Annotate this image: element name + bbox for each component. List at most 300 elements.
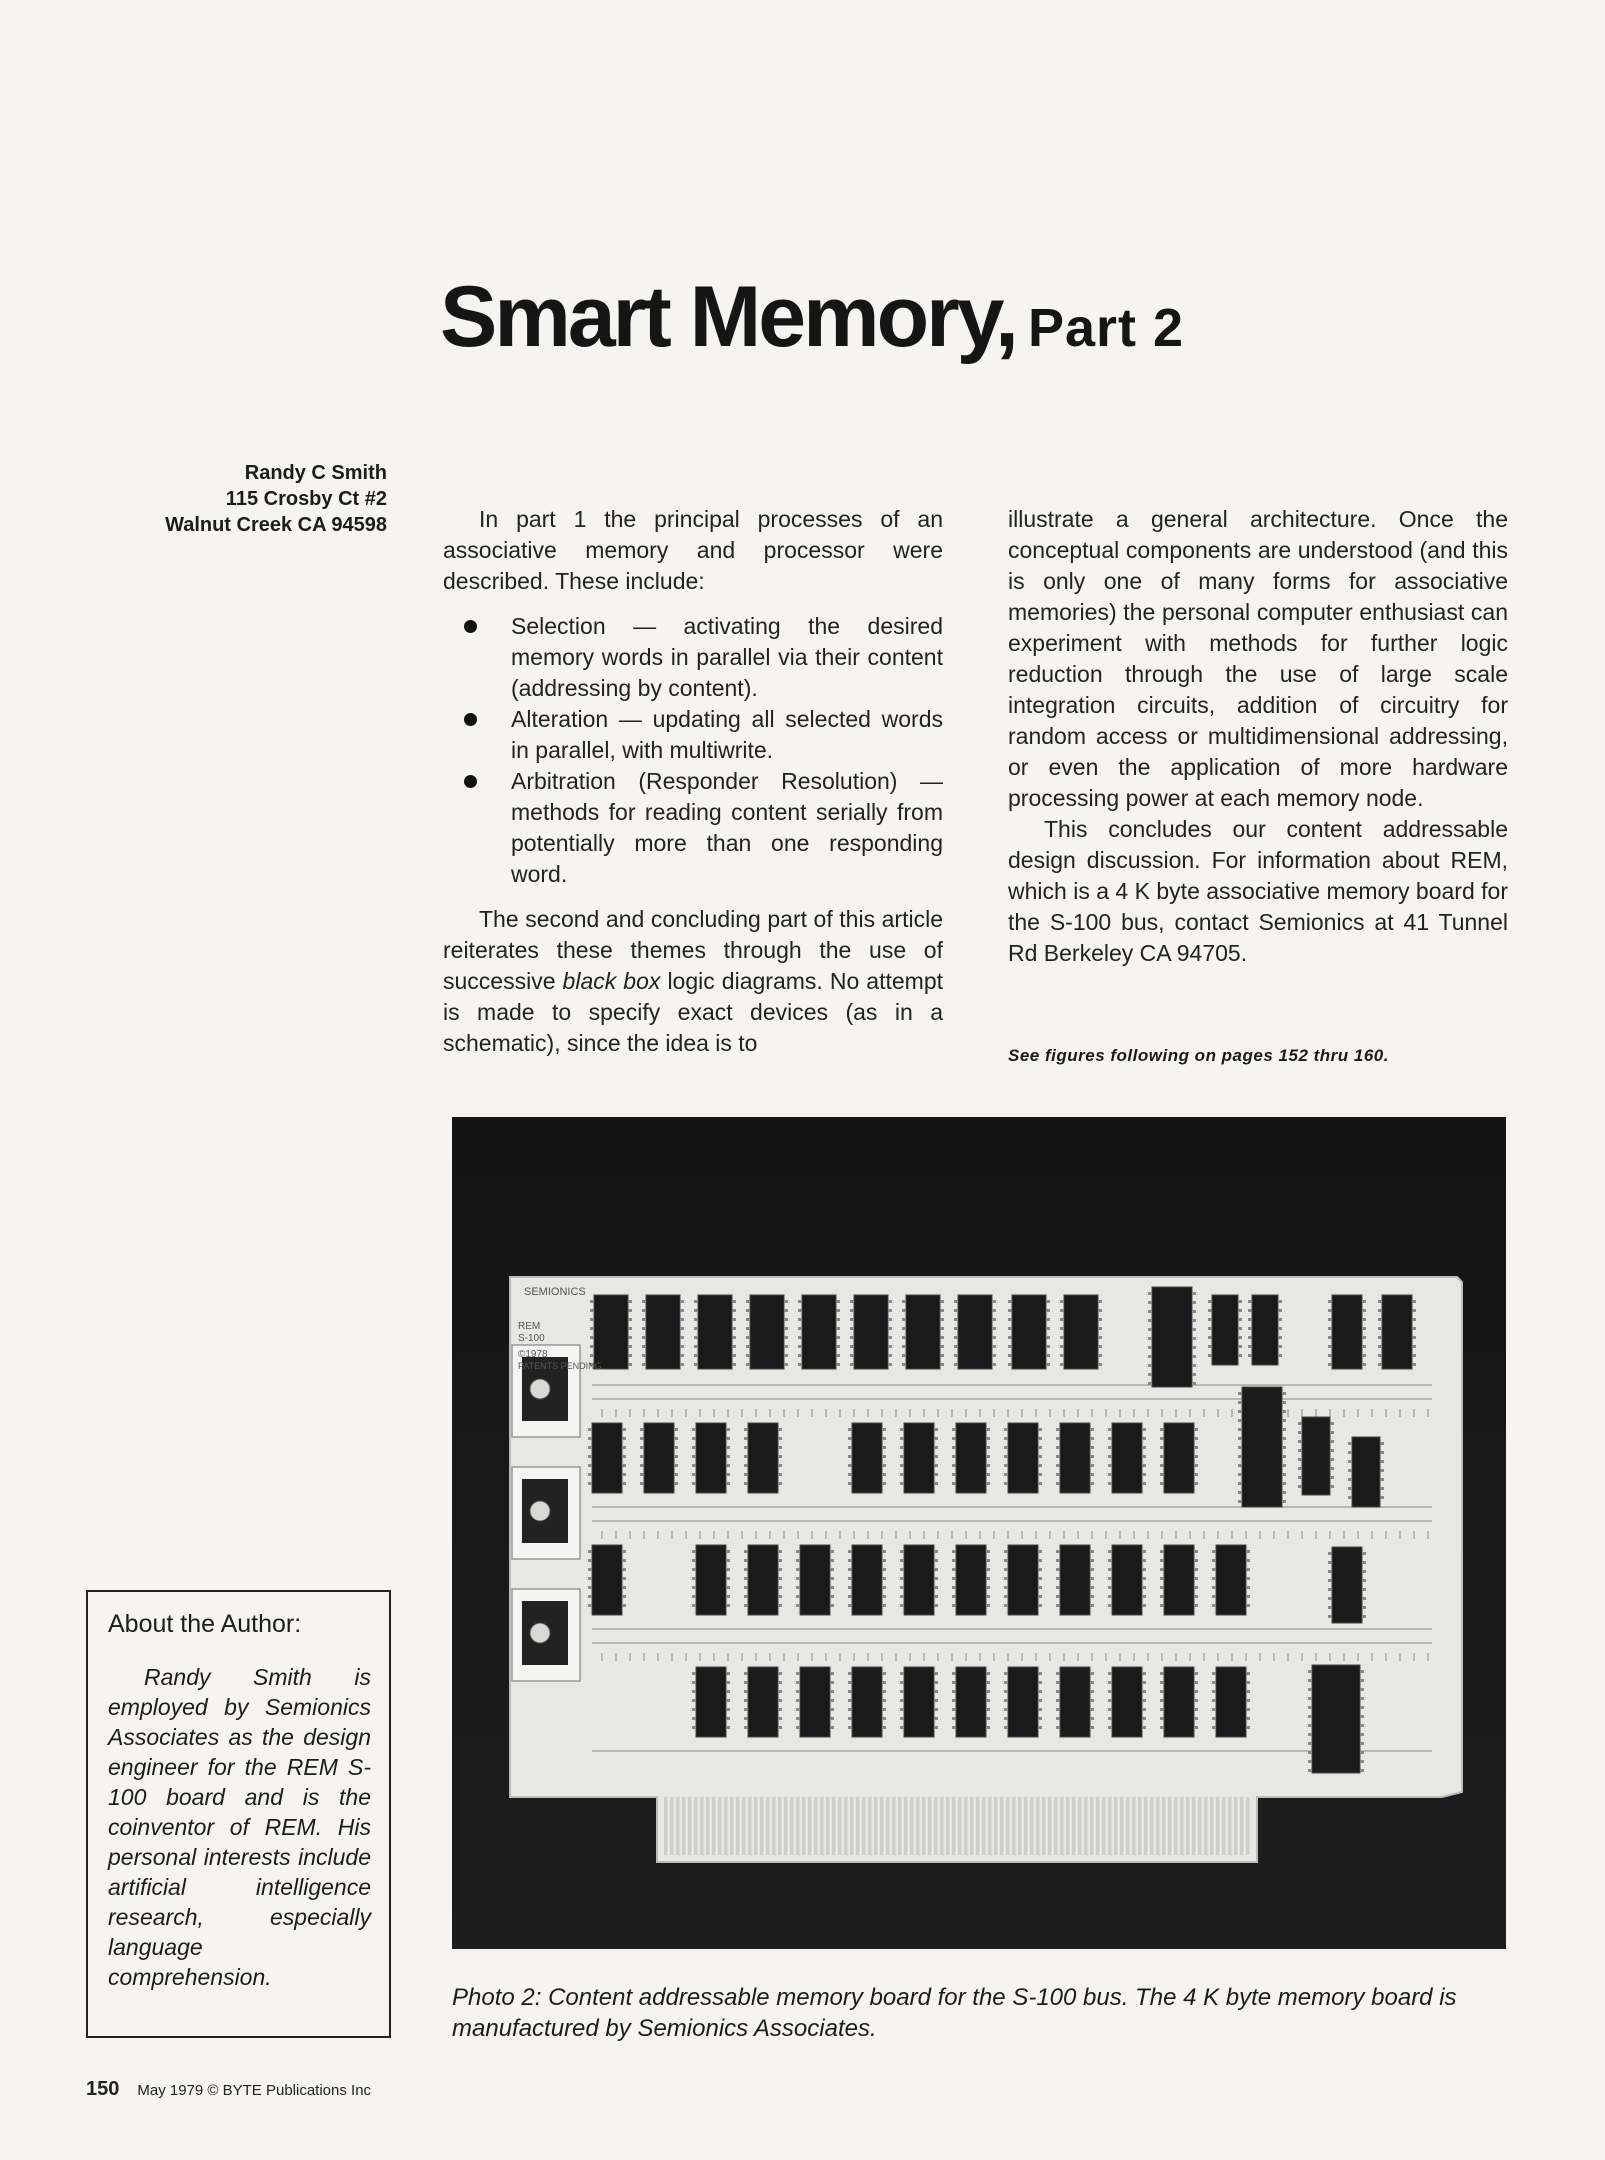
edge-finger — [874, 1797, 878, 1855]
ic-pin — [986, 1437, 990, 1440]
ic-pin — [900, 1446, 904, 1449]
ic-chip — [958, 1295, 992, 1369]
ic-pin — [588, 1455, 592, 1458]
ic-pin — [1142, 1699, 1146, 1702]
ic-pin — [934, 1437, 938, 1440]
ic-pin — [778, 1717, 782, 1720]
ic-pin — [1348, 1451, 1352, 1454]
ic-pin — [1148, 1346, 1152, 1349]
ic-pin — [1160, 1672, 1164, 1675]
ic-pin — [954, 1327, 958, 1330]
ic-pin — [640, 1464, 644, 1467]
ic-pin — [1142, 1473, 1146, 1476]
ic-pin — [674, 1428, 678, 1431]
board-photo — [452, 1117, 1506, 1949]
ic-chip — [748, 1545, 778, 1615]
ic-pin — [628, 1309, 632, 1312]
edge-finger — [1060, 1797, 1064, 1855]
ic-chip — [1060, 1423, 1090, 1493]
ic-pin — [1328, 1579, 1332, 1582]
ic-pin — [1004, 1586, 1008, 1589]
ic-pin — [1038, 1482, 1042, 1485]
ic-pin — [692, 1586, 696, 1589]
ic-pin — [1090, 1455, 1094, 1458]
ic-pin — [1046, 1354, 1050, 1357]
ic-pin — [1360, 1697, 1364, 1700]
ic-pin — [1160, 1586, 1164, 1589]
ic-pin — [1298, 1449, 1302, 1452]
ic-pin — [986, 1482, 990, 1485]
ic-pin — [1360, 1679, 1364, 1682]
ic-pin — [1298, 1467, 1302, 1470]
ic-pin — [1090, 1717, 1094, 1720]
ic-pin — [1282, 1392, 1286, 1395]
ic-pin — [1194, 1586, 1198, 1589]
ic-pin — [882, 1473, 886, 1476]
ic-pin — [1246, 1604, 1250, 1607]
ic-pin — [1360, 1706, 1364, 1709]
ic-pin — [1330, 1485, 1334, 1488]
ic-chip — [748, 1423, 778, 1493]
ic-pin — [622, 1464, 626, 1467]
list-item — [443, 766, 943, 890]
ic-pin — [1298, 1431, 1302, 1434]
ic-pin — [1038, 1550, 1042, 1553]
edge-finger — [1228, 1797, 1232, 1855]
ic-pin — [848, 1726, 852, 1729]
ic-pin — [882, 1437, 886, 1440]
ic-pin — [902, 1309, 906, 1312]
ic-pin — [1360, 1769, 1364, 1772]
ic-pin — [1160, 1595, 1164, 1598]
second-paragraph-start: The second and concluding part of this article reiterates these themes through the use of successive — [443, 906, 943, 994]
ic-pin — [746, 1327, 750, 1330]
ic-pin — [1194, 1595, 1198, 1598]
ic-pin — [1142, 1586, 1146, 1589]
ic-pin — [1046, 1318, 1050, 1321]
page-footer — [86, 2078, 371, 2101]
ic-pin — [798, 1345, 802, 1348]
ic-pin — [726, 1690, 730, 1693]
ic-pin — [1328, 1606, 1332, 1609]
ic-pin — [1090, 1550, 1094, 1553]
ic-pin — [744, 1577, 748, 1580]
ic-pin — [952, 1568, 956, 1571]
ic-pin — [1142, 1726, 1146, 1729]
edge-finger — [994, 1797, 998, 1855]
edge-finger — [706, 1797, 710, 1855]
ic-pin — [1246, 1595, 1250, 1598]
ic-pin — [744, 1690, 748, 1693]
ic-pin — [642, 1300, 646, 1303]
ic-pin — [1098, 1309, 1102, 1312]
ic-pin — [1004, 1464, 1008, 1467]
edge-finger — [784, 1797, 788, 1855]
ic-pin — [680, 1327, 684, 1330]
ic-pin — [848, 1699, 852, 1702]
ic-pin — [1090, 1482, 1094, 1485]
ic-pin — [692, 1559, 696, 1562]
ic-pin — [590, 1300, 594, 1303]
ic-pin — [992, 1354, 996, 1357]
ic-pin — [1056, 1672, 1060, 1675]
circuit-board-illustration — [452, 1117, 1506, 1949]
edge-finger — [1132, 1797, 1136, 1855]
ic-pin — [1098, 1327, 1102, 1330]
ic-chip — [956, 1667, 986, 1737]
ic-pin — [848, 1717, 852, 1720]
ic-pin — [1362, 1606, 1366, 1609]
ic-pin — [850, 1327, 854, 1330]
ic-pin — [622, 1577, 626, 1580]
ic-pin — [1098, 1363, 1102, 1366]
ic-pin — [1194, 1681, 1198, 1684]
ic-chip — [852, 1667, 882, 1737]
ic-pin — [744, 1726, 748, 1729]
ic-pin — [1194, 1672, 1198, 1675]
ic-pin — [1160, 1568, 1164, 1571]
ic-pin — [1278, 1318, 1282, 1321]
ic-pin — [692, 1681, 696, 1684]
edge-finger — [892, 1797, 896, 1855]
ic-pin — [1330, 1449, 1334, 1452]
ic-chip — [1152, 1287, 1192, 1387]
ic-pin — [830, 1717, 834, 1720]
ic-pin — [1380, 1496, 1384, 1499]
edge-finger — [982, 1797, 986, 1855]
ic-pin — [850, 1345, 854, 1348]
ic-pin — [1282, 1437, 1286, 1440]
ic-pin — [680, 1345, 684, 1348]
ic-pin — [778, 1681, 782, 1684]
list-item — [443, 611, 943, 704]
ic-chip — [1252, 1295, 1278, 1365]
ic-pin — [848, 1681, 852, 1684]
ic-pin — [1192, 1346, 1196, 1349]
ic-pin — [732, 1309, 736, 1312]
edge-finger — [880, 1797, 884, 1855]
ic-pin — [642, 1363, 646, 1366]
about-author-box — [86, 1590, 391, 2038]
ic-pin — [1282, 1473, 1286, 1476]
ic-pin — [1038, 1455, 1042, 1458]
ic-pin — [934, 1559, 938, 1562]
ic-pin — [1108, 1464, 1112, 1467]
edge-finger — [664, 1797, 668, 1855]
ic-pin — [830, 1604, 834, 1607]
ic-pin — [1208, 1300, 1212, 1303]
ic-pin — [692, 1690, 696, 1693]
ic-pin — [1194, 1482, 1198, 1485]
ic-pin — [1360, 1733, 1364, 1736]
ic-pin — [1194, 1464, 1198, 1467]
ic-pin — [726, 1428, 730, 1431]
ic-pin — [796, 1577, 800, 1580]
ic-pin — [694, 1354, 698, 1357]
ic-chip — [1060, 1545, 1090, 1615]
ic-pin — [900, 1604, 904, 1607]
ic-pin — [642, 1309, 646, 1312]
edge-finger — [1036, 1797, 1040, 1855]
ic-pin — [622, 1595, 626, 1598]
ic-pin — [590, 1336, 594, 1339]
edge-finger — [790, 1797, 794, 1855]
ic-pin — [954, 1309, 958, 1312]
ic-pin — [934, 1699, 938, 1702]
ic-pin — [882, 1717, 886, 1720]
edge-finger — [1006, 1797, 1010, 1855]
ic-pin — [1160, 1577, 1164, 1580]
edge-finger — [1168, 1797, 1172, 1855]
ic-pin — [1142, 1595, 1146, 1598]
ic-chip — [800, 1545, 830, 1615]
ic-pin — [934, 1726, 938, 1729]
ic-pin — [1108, 1482, 1112, 1485]
ic-pin — [744, 1437, 748, 1440]
ic-pin — [628, 1345, 632, 1348]
ic-pin — [1238, 1401, 1242, 1404]
ic-pin — [1298, 1440, 1302, 1443]
ic-pin — [986, 1577, 990, 1580]
ic-pin — [954, 1363, 958, 1366]
ic-pin — [1038, 1446, 1042, 1449]
ic-pin — [1004, 1577, 1008, 1580]
ic-pin — [1362, 1561, 1366, 1564]
ic-pin — [1282, 1419, 1286, 1422]
body-column-1 — [443, 504, 943, 1059]
ic-pin — [1090, 1473, 1094, 1476]
ic-pin — [674, 1446, 678, 1449]
ic-pin — [744, 1604, 748, 1607]
ic-pin — [1362, 1345, 1366, 1348]
ic-pin — [680, 1309, 684, 1312]
ic-pin — [1108, 1455, 1112, 1458]
ic-pin — [1248, 1327, 1252, 1330]
ic-pin — [1194, 1699, 1198, 1702]
ic-pin — [1160, 1428, 1164, 1431]
ic-pin — [692, 1672, 696, 1675]
ic-pin — [628, 1363, 632, 1366]
edge-finger — [1042, 1797, 1046, 1855]
ic-pin — [628, 1354, 632, 1357]
ic-pin — [900, 1699, 904, 1702]
ic-pin — [744, 1595, 748, 1598]
edge-finger — [1162, 1797, 1166, 1855]
ic-pin — [1238, 1392, 1242, 1395]
ic-pin — [784, 1363, 788, 1366]
ic-pin — [882, 1455, 886, 1458]
ic-pin — [778, 1428, 782, 1431]
ic-pin — [940, 1354, 944, 1357]
ic-chip — [852, 1545, 882, 1615]
ic-pin — [680, 1354, 684, 1357]
ic-pin — [1004, 1672, 1008, 1675]
ic-pin — [952, 1446, 956, 1449]
ic-pin — [726, 1699, 730, 1702]
ic-pin — [778, 1604, 782, 1607]
ic-pin — [888, 1327, 892, 1330]
ic-pin — [1142, 1690, 1146, 1693]
ic-pin — [726, 1446, 730, 1449]
edge-finger — [1216, 1797, 1220, 1855]
ic-pin — [934, 1482, 938, 1485]
ic-pin — [952, 1455, 956, 1458]
ic-pin — [746, 1336, 750, 1339]
edge-finger — [1024, 1797, 1028, 1855]
ic-pin — [1298, 1476, 1302, 1479]
ic-pin — [778, 1482, 782, 1485]
ic-pin — [1142, 1604, 1146, 1607]
ic-pin — [1192, 1301, 1196, 1304]
ic-pin — [934, 1708, 938, 1711]
ic-chip — [1332, 1547, 1362, 1623]
ic-pin — [622, 1586, 626, 1589]
ic-pin — [1160, 1681, 1164, 1684]
ic-pin — [1362, 1309, 1366, 1312]
ic-pin — [1142, 1681, 1146, 1684]
ic-pin — [726, 1717, 730, 1720]
edge-finger — [796, 1797, 800, 1855]
board-label-copyright: ©1978 — [518, 1349, 548, 1360]
ic-pin — [1282, 1464, 1286, 1467]
ic-pin — [850, 1363, 854, 1366]
edge-finger — [1072, 1797, 1076, 1855]
ic-pin — [692, 1577, 696, 1580]
ic-pin — [848, 1568, 852, 1571]
ic-pin — [1142, 1464, 1146, 1467]
ic-chip — [906, 1295, 940, 1369]
ic-pin — [830, 1681, 834, 1684]
ic-pin — [848, 1586, 852, 1589]
ic-pin — [986, 1604, 990, 1607]
ic-pin — [588, 1559, 592, 1562]
edge-finger — [1156, 1797, 1160, 1855]
ic-pin — [952, 1550, 956, 1553]
ic-pin — [1330, 1476, 1334, 1479]
ic-pin — [1238, 1473, 1242, 1476]
ic-pin — [940, 1309, 944, 1312]
ic-pin — [1246, 1708, 1250, 1711]
ic-chip — [1212, 1295, 1238, 1365]
ic-pin — [1238, 1464, 1242, 1467]
ic-pin — [1194, 1568, 1198, 1571]
black-box-term: black box — [562, 968, 661, 994]
bullet-icon — [464, 775, 477, 788]
intro-paragraph: In part 1 the principal processes of an associative memory and processor were described. These include: — [443, 506, 943, 594]
ic-pin — [590, 1354, 594, 1357]
ic-chip — [592, 1545, 622, 1615]
ic-pin — [1360, 1751, 1364, 1754]
ic-pin — [726, 1577, 730, 1580]
ic-pin — [1308, 1706, 1312, 1709]
ic-pin — [848, 1550, 852, 1553]
ic-pin — [694, 1300, 698, 1303]
edge-finger — [886, 1797, 890, 1855]
ic-pin — [1212, 1559, 1216, 1562]
ic-pin — [952, 1586, 956, 1589]
ic-pin — [952, 1577, 956, 1580]
ic-pin — [1192, 1337, 1196, 1340]
ic-pin — [1148, 1328, 1152, 1331]
ic-pin — [1160, 1464, 1164, 1467]
ic-pin — [1056, 1559, 1060, 1562]
ic-pin — [902, 1318, 906, 1321]
edge-finger — [676, 1797, 680, 1855]
ic-pin — [694, 1318, 698, 1321]
ic-pin — [1142, 1455, 1146, 1458]
ic-pin — [588, 1604, 592, 1607]
ic-pin — [778, 1699, 782, 1702]
ic-pin — [850, 1336, 854, 1339]
ic-pin — [902, 1336, 906, 1339]
ic-pin — [726, 1482, 730, 1485]
ic-pin — [848, 1437, 852, 1440]
ic-pin — [1238, 1410, 1242, 1413]
ic-chip — [1216, 1667, 1246, 1737]
ic-pin — [1328, 1309, 1332, 1312]
ic-pin — [674, 1473, 678, 1476]
ic-pin — [1008, 1327, 1012, 1330]
ic-pin — [1194, 1717, 1198, 1720]
edge-finger — [682, 1797, 686, 1855]
ic-pin — [1090, 1559, 1094, 1562]
ic-pin — [992, 1345, 996, 1348]
ic-pin — [1212, 1586, 1216, 1589]
ic-pin — [1330, 1467, 1334, 1470]
ic-pin — [1282, 1401, 1286, 1404]
ic-chip — [1112, 1667, 1142, 1737]
ic-pin — [888, 1345, 892, 1348]
ic-pin — [1056, 1473, 1060, 1476]
ic-pin — [1090, 1690, 1094, 1693]
ic-pin — [1056, 1568, 1060, 1571]
ic-pin — [1246, 1550, 1250, 1553]
ic-pin — [986, 1708, 990, 1711]
edge-finger — [814, 1797, 818, 1855]
ic-pin — [1298, 1485, 1302, 1488]
author-name: Randy C Smith — [244, 462, 387, 484]
edge-finger — [712, 1797, 716, 1855]
ic-pin — [796, 1708, 800, 1711]
ic-pin — [726, 1726, 730, 1729]
ic-pin — [692, 1550, 696, 1553]
ic-pin — [588, 1482, 592, 1485]
ic-pin — [1328, 1615, 1332, 1618]
ic-pin — [1378, 1363, 1382, 1366]
ic-pin — [934, 1455, 938, 1458]
ic-chip — [800, 1667, 830, 1737]
ic-chip — [1352, 1437, 1380, 1507]
ic-pin — [850, 1318, 854, 1321]
ic-pin — [692, 1699, 696, 1702]
ic-pin — [1192, 1319, 1196, 1322]
ic-pin — [1148, 1355, 1152, 1358]
edge-finger — [700, 1797, 704, 1855]
ic-chip — [1012, 1295, 1046, 1369]
ic-pin — [1148, 1373, 1152, 1376]
ic-pin — [588, 1437, 592, 1440]
ic-pin — [732, 1327, 736, 1330]
ic-pin — [1046, 1363, 1050, 1366]
edge-finger — [1192, 1797, 1196, 1855]
ic-pin — [1038, 1672, 1042, 1675]
ic-pin — [1160, 1699, 1164, 1702]
ic-pin — [1282, 1446, 1286, 1449]
edge-finger — [964, 1797, 968, 1855]
ic-pin — [744, 1559, 748, 1562]
ic-pin — [1008, 1318, 1012, 1321]
ic-pin — [1090, 1699, 1094, 1702]
